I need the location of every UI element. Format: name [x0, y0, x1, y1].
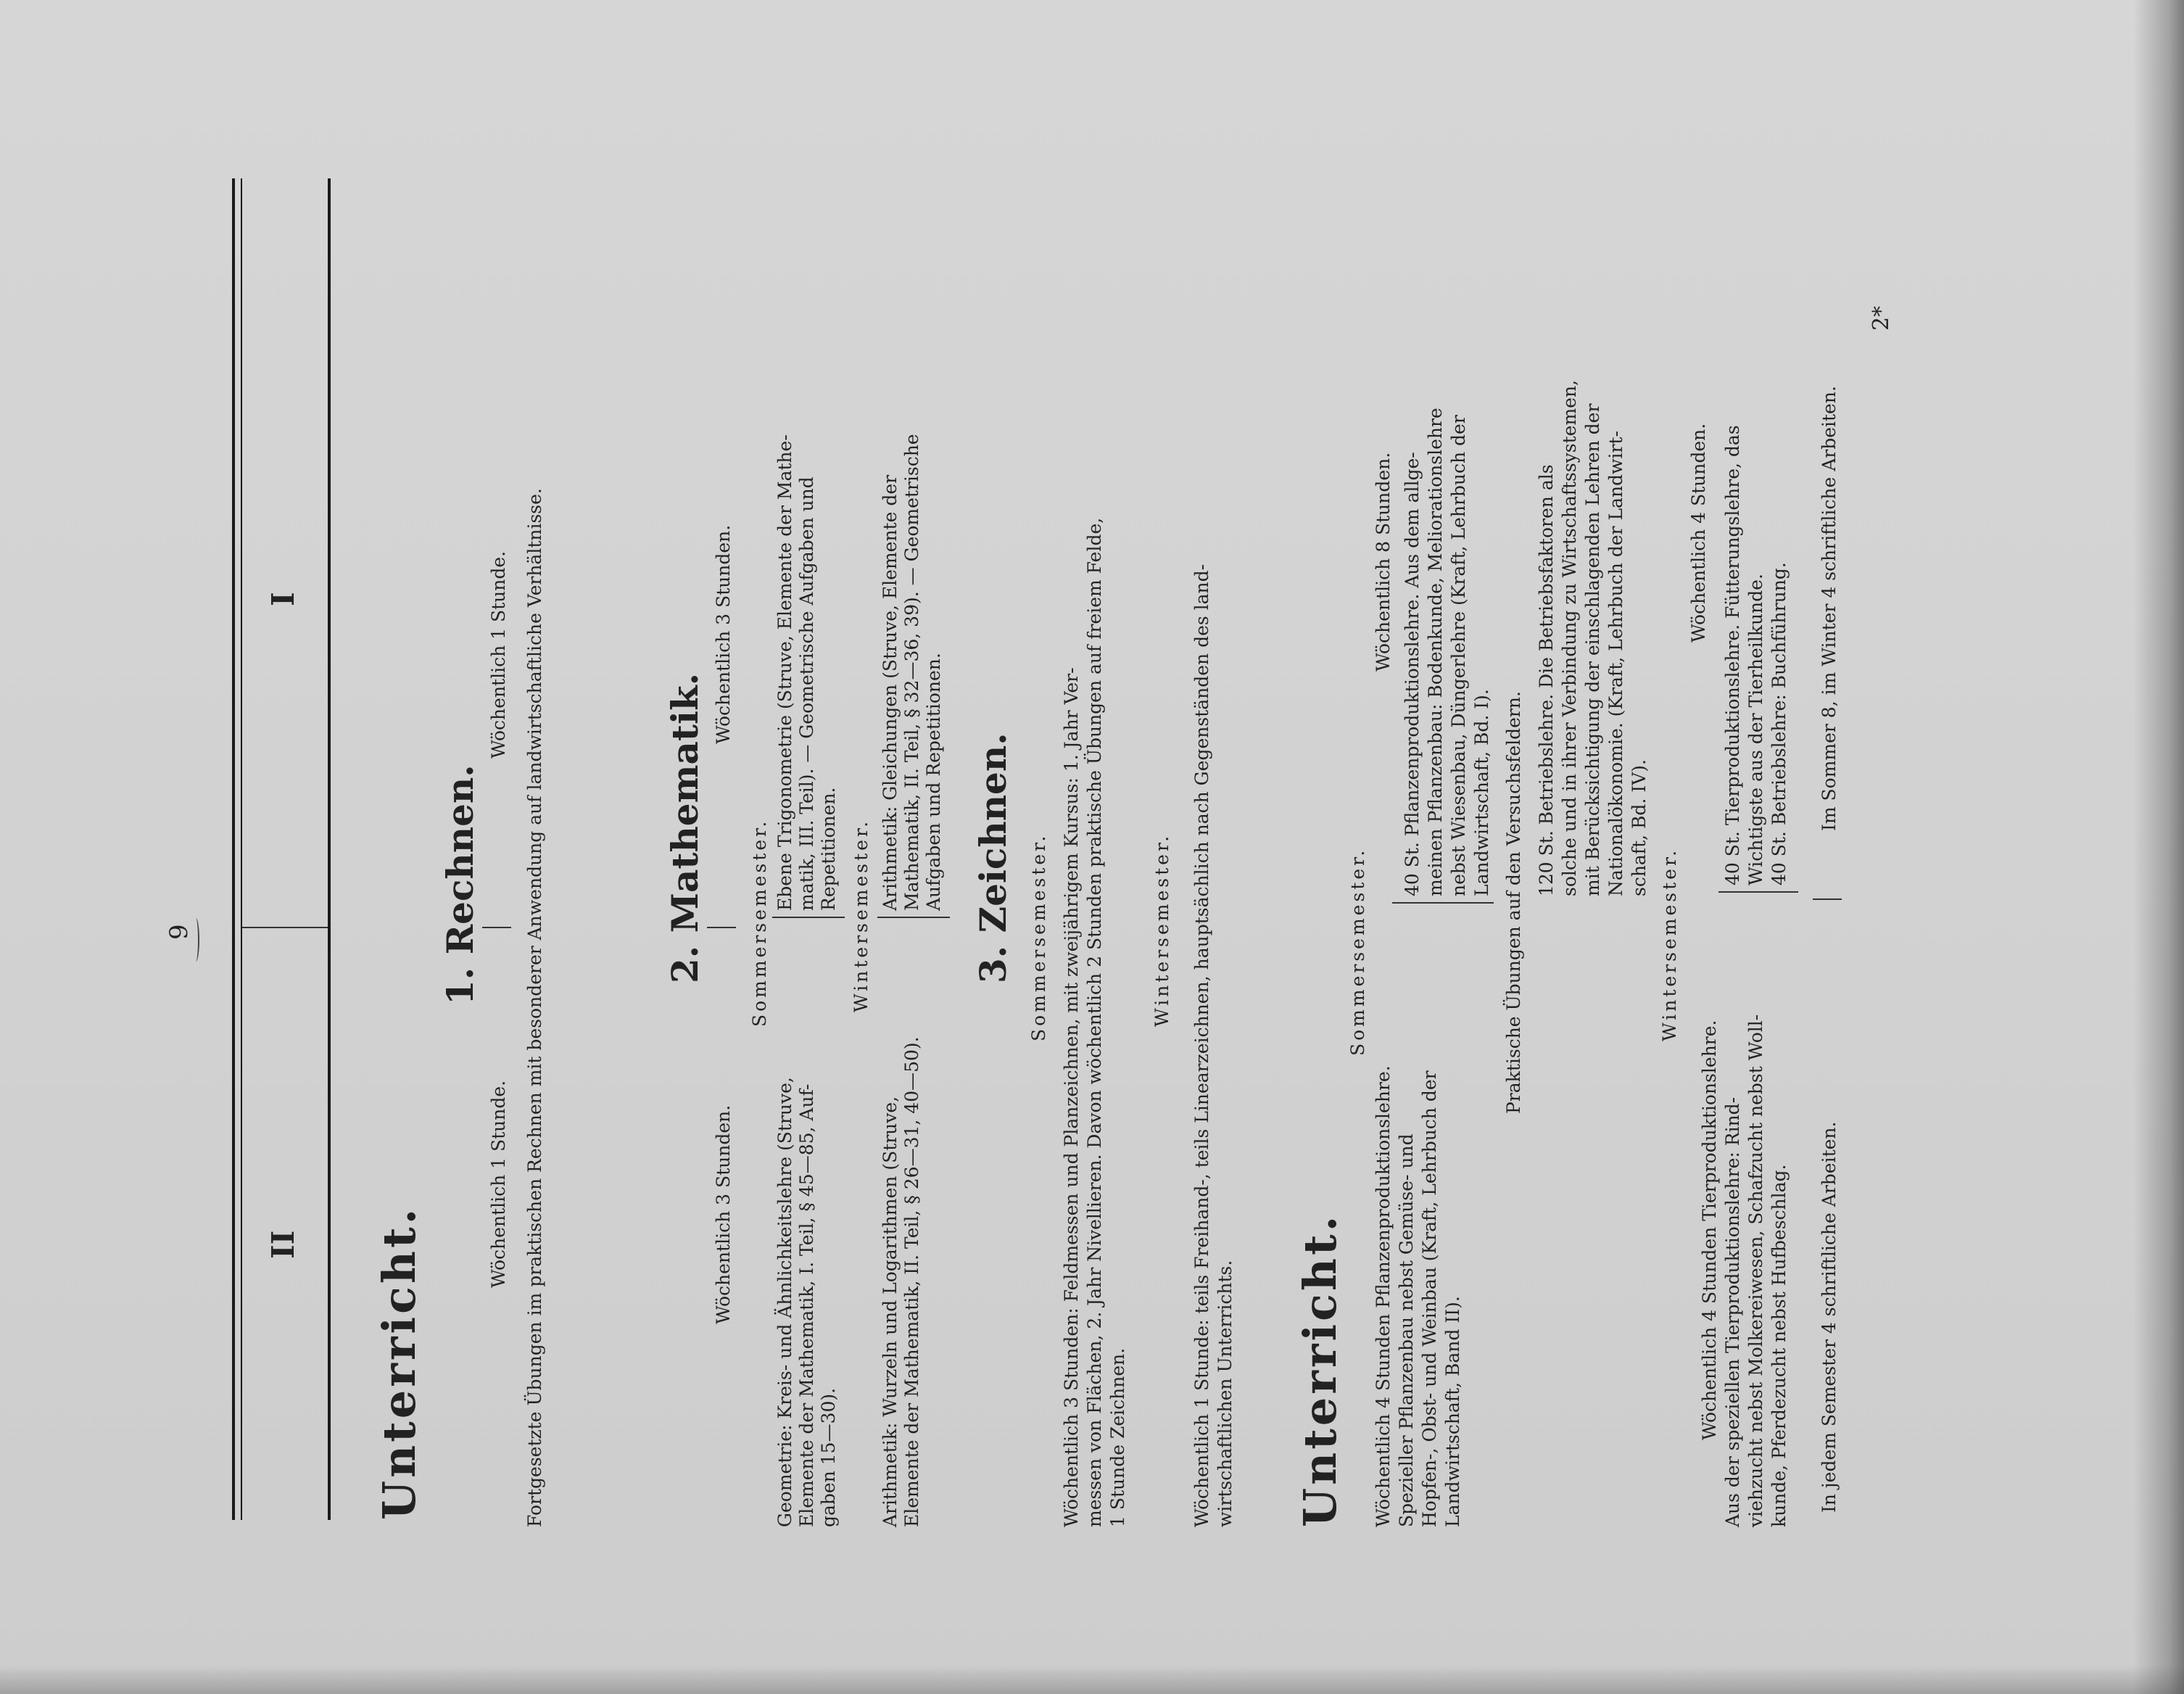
- u2-left-sommer-1: Wöchentlich 4 Stunden Pflanzenproduktionslehre.: [1373, 1065, 1394, 1527]
- u2-winter-divider: [1718, 891, 1798, 893]
- u2-left-winter-3: viehzucht nebst Molkereiwesen, Schafzucht nebst Woll-: [1745, 1014, 1766, 1527]
- heading-rechnen: 1. Rechnen.: [439, 764, 481, 1005]
- math-left-geo-2: Elemente der Mathematik, I. Teil, § 45—85, Auf-: [796, 1083, 817, 1527]
- unterricht2-right-hours: Wöchentlich 8 Stunden.: [1373, 452, 1394, 672]
- u2-right-betrieb-5: schaft, Bd. IV).: [1629, 759, 1650, 896]
- unterricht2-sommer: Sommersemester.: [1347, 847, 1368, 1056]
- top-rule-2: [241, 178, 242, 1520]
- mathematik-hours-left: Wöchentlich 3 Stunden.: [713, 1104, 734, 1324]
- u2-left-sommer-3: Hopfen-, Obst- und Weinbau (Kraft, Lehrbuch der: [1419, 1070, 1440, 1527]
- header-rule: [328, 178, 331, 1520]
- u2-left-winter-1: Wöchentlich 4 Stunden Tierproduktionslehre.: [1699, 1020, 1720, 1440]
- u2-right-winter-1: 40 St. Tierproduktionslehre. Fütterungslehre, das: [1722, 425, 1743, 885]
- zeichnen-sommer-2: messen von Flächen, 2. Jahr Nivellieren. Davon wöchentlich 2 Stunden praktische Übungen auf freiem Felde,: [1084, 517, 1105, 1527]
- zeichnen-winter-2: wirtschaftlichen Unterrichts.: [1215, 1260, 1236, 1527]
- u2-left-winter-2: Aus der speziellen Tierproduktionslehre: Rind-: [1722, 1096, 1743, 1527]
- u2-left-winter-4: kunde, Pferdezucht nebst Hufbeschlag.: [1769, 1164, 1790, 1527]
- math-right-trig-3: Repetitionen.: [818, 787, 839, 911]
- math-left-geo-1: Geometrie: Kreis- und Ähnlichkeitslehre (Struve,: [774, 1077, 795, 1527]
- u2-right-betrieb-1: 120 St. Betriebslehre. Die Betriebsfaktoren als: [1536, 464, 1557, 896]
- rechnen-divider: [482, 927, 511, 928]
- u2-right-betrieb-3: mit Berücksichtigung der einschlagenden Lehren der: [1582, 403, 1603, 896]
- mathematik-winter: Wintersemester.: [851, 818, 872, 1012]
- u2-right-winter-2: Wichtigste aus der Tierheilkunde.: [1745, 574, 1766, 885]
- rechnen-hours-left: Wöchentlich 1 Stunde.: [488, 1080, 509, 1288]
- column-divider: [242, 927, 328, 928]
- zeichnen-sommer: Sommersemester.: [1028, 832, 1049, 1041]
- u2-left-sommer-2: Spezieller Pflanzenbau nebst Gemüse- und: [1396, 1133, 1417, 1527]
- column-label-left: II: [265, 1230, 301, 1259]
- section-title-unterricht-2: Unterricht.: [1294, 1212, 1347, 1527]
- column-label-right: I: [265, 592, 301, 606]
- math-left-arith-2: Elemente der Mathematik, II. Teil, § 26—31, 40—50).: [901, 1036, 922, 1527]
- math-arith-divider: [877, 917, 950, 918]
- mathematik-hours-right: Wöchentlich 3 Stunden.: [713, 524, 734, 744]
- heading-zeichnen: 3. Zeichnen.: [972, 732, 1014, 983]
- zeichnen-sommer-3: 1 Stunde Zeichnen.: [1107, 1347, 1128, 1527]
- math-right-arith-2: Mathematik, II. Teil, § 32—36, 39). — Geometrische: [901, 434, 922, 911]
- math-geo-divider: [772, 917, 845, 918]
- u2-right-winter-hours: Wöchentlich 4 Stunden.: [1688, 423, 1709, 643]
- rechnen-text: Fortgesetzte Übungen im praktischen Rechnen mit besonderer Anwendung auf landwirtschaftliche Verhältnisse.: [524, 488, 545, 1527]
- u2-footer-divider: [1813, 898, 1842, 900]
- math-left-arith-1: Arithmetik: Wurzeln und Logarithmen (Struve,: [880, 1096, 901, 1527]
- page-number-ornament: [192, 918, 199, 962]
- math-right-arith-1: Arithmetik: Gleichungen (Struve, Elemente der: [880, 474, 901, 911]
- heading-mathematik: 2. Mathematik.: [663, 672, 706, 983]
- u2-right-sommer-4: Landwirtschaft, Bd. I).: [1471, 689, 1492, 896]
- mathematik-sommer: Sommersemester.: [749, 818, 770, 1027]
- math-right-trig-1: Ebene Trigonometrie (Struve, Elemente der Mathe-: [774, 434, 795, 911]
- zeichnen-winter: Wintersemester.: [1151, 832, 1172, 1027]
- top-rule-1: [232, 178, 235, 1520]
- u2-right-betrieb-4: Nationalökonomie. (Kraft, Lehrbuch der Landwirt-: [1605, 431, 1626, 896]
- math-right-trig-2: matik, III. Teil). — Geometrische Aufgaben und: [796, 476, 817, 911]
- u2-sommer-divider: [1392, 902, 1494, 904]
- u2-left-sommer-4: Landwirtschaft, Band II).: [1442, 1296, 1463, 1527]
- u2-practical: Praktische Übungen auf den Versuchsfeldern.: [1503, 691, 1524, 1114]
- u2-right-winter-3: 40 St. Betriebslehre: Buchführung.: [1769, 562, 1790, 885]
- section-title-unterricht: Unterricht.: [373, 1205, 426, 1520]
- u2-left-footer: In jedem Semester 4 schriftliche Arbeiten.: [1819, 1121, 1840, 1513]
- signature-mark: 2*: [1869, 305, 1894, 331]
- math-left-geo-3: gaben 15—30).: [818, 1387, 839, 1527]
- u2-right-sommer-3: nebst Wiesenbau, Düngerlehre (Kraft, Lehrbuch der: [1448, 415, 1469, 896]
- math-right-arith-3: Aufgaben und Repetitionen.: [923, 653, 944, 911]
- zeichnen-winter-1: Wöchentlich 1 Stunde: teils Freihand-, teils Linearzeichnen, hauptsächlich nach Gegenständen des land-: [1191, 563, 1212, 1527]
- rechnen-hours-right: Wöchentlich 1 Stunde.: [488, 550, 509, 759]
- unterricht2-winter: Wintersemester.: [1659, 847, 1680, 1041]
- page-number: 9: [165, 924, 194, 940]
- u2-right-sommer-1: 40 St. Pflanzenproduktionslehre. Aus dem allge-: [1402, 452, 1423, 896]
- u2-right-sommer-2: meinen Pflanzenbau: Bodenkunde, Meliorationslehre: [1425, 408, 1446, 896]
- zeichnen-sommer-1: Wöchentlich 3 Stunden: Feldmessen und Planzeichnen, mit zweijährigem Kursus: 1. Jahr Ver-: [1061, 667, 1082, 1527]
- u2-right-footer: Im Sommer 8, im Winter 4 schriftliche Arbeiten.: [1819, 386, 1840, 831]
- mathematik-divider: [707, 927, 736, 928]
- u2-right-betrieb-2: solche und in ihrer Verbindung zu Wirtschaftssystemen,: [1559, 379, 1580, 896]
